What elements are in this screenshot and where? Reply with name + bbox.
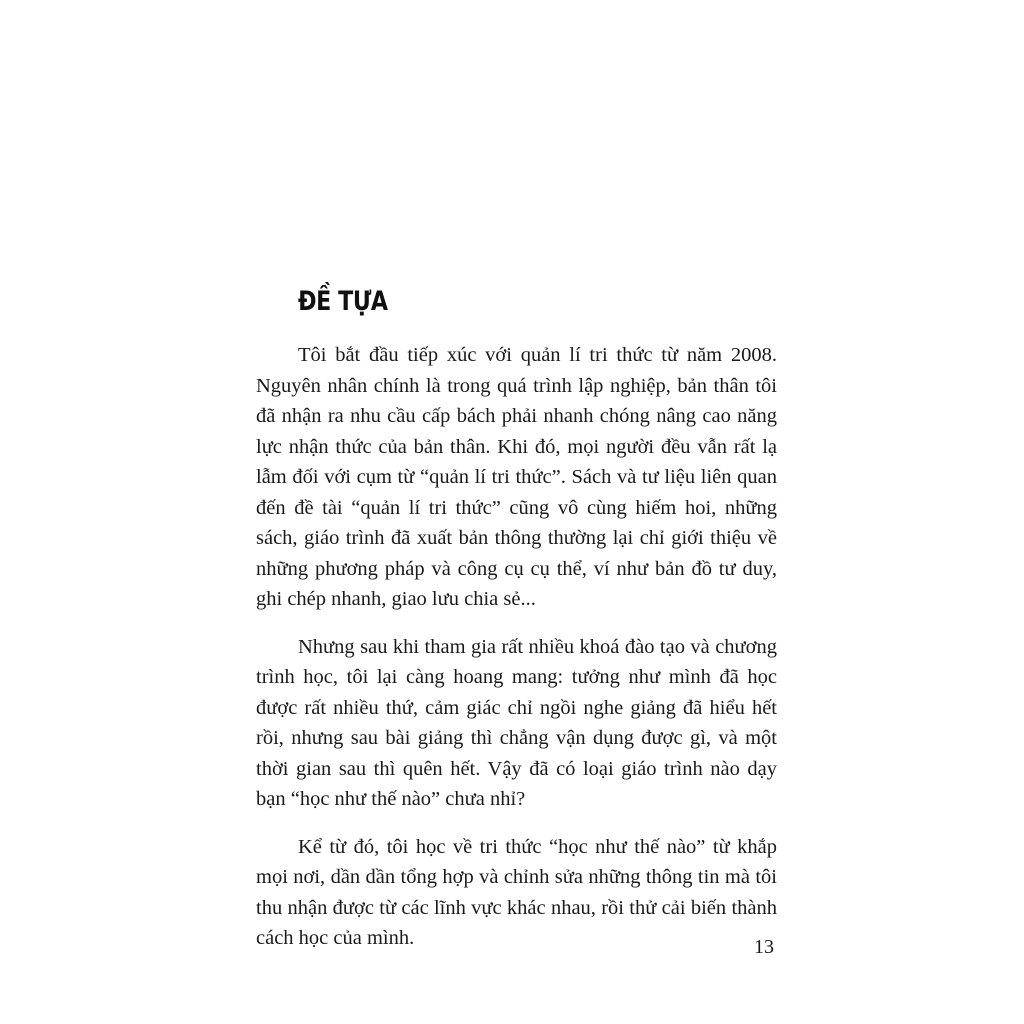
page-number: 13	[754, 936, 774, 958]
body-text	[256, 340, 777, 971]
paragraph-1: Tôi bắt đầu tiếp xúc với quản lí tri thức từ năm 2008. Nguyên nhân chính là trong quá trình lập nghiệp, bản thân tôi đã nhận ra nhu cầu cấp bách phải nhanh chóng nâng cao năng lực nhận thức của bản thân. Khi đó, mọi người đều vẫn rất lạ lẫm đối với cụm từ “quản lí tri thức”. Sách và tư liệu liên quan đến đề tài “quản lí tri thức” cũng vô cùng hiếm hoi, những sách, giáo trình đã xuất bản thông thường lại chỉ giới thiệu về những phương pháp và công cụ cụ thể, ví như bản đồ tư duy, ghi chép nhanh, giao lưu chia sẻ...	[256, 344, 777, 610]
chapter-heading: ĐỀ TỰA	[298, 286, 388, 317]
paragraph-2: Nhưng sau khi tham gia rất nhiều khoá đào tạo và chương trình học, tôi lại càng hoang mang: tưởng như mình đã học được rất nhiều thứ, cảm giác chỉ ngồi nghe giảng đã hiểu hết rồi, nhưng sau bài giảng thì chẳng vận dụng được gì, và một thời gian sau thì quên hết. Vậy đã có loại giáo trình nào dạy bạn “học như thế nào” chưa nhỉ?	[256, 635, 777, 810]
paragraph-3: Kể từ đó, tôi học về tri thức “học như thế nào” từ khắp mọi nơi, dần dần tổng hợp và chỉnh sửa những thông tin mà tôi thu nhận được từ các lĩnh vực khác nhau, rồi thử cải biến thành cách học của mình.	[256, 835, 777, 949]
